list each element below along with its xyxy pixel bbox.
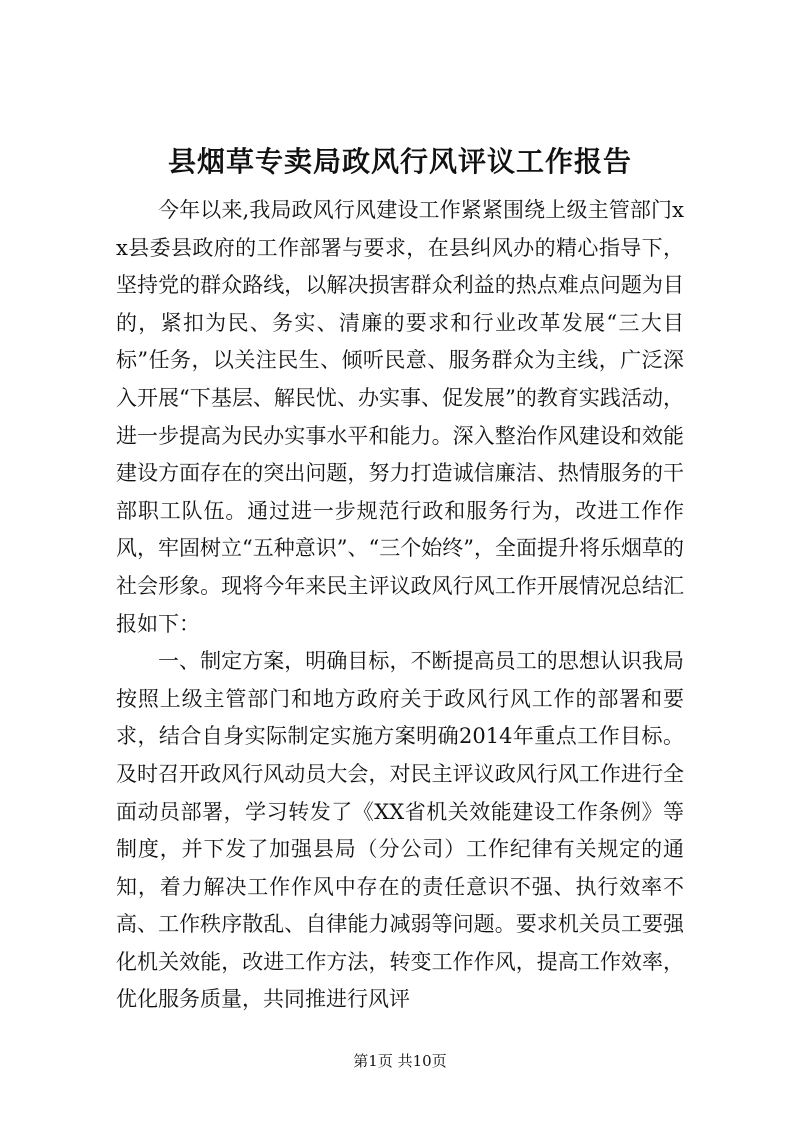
page-number-footer: 第1页 共10页: [353, 1052, 447, 1070]
document-title: 县烟草专卖局政风行风评议工作报告: [167, 145, 632, 178]
document-body: [116, 192, 684, 1019]
paragraph-section-1: 一、制定方案，明确目标，不断提高员工的思想认识我局按照上级主管部门和地方政府关于政风行风工作的部署和要求，结合自身实际制定实施方案明确2014年重点工作目标。及时召开政风行风动员大会，对民主评议政风行风工作进行全面动员部署，学习转发了《XX省机关效能建设工作条例》等制度，并下发了加强县局（分公司）工作纪律有关规定的通知，着力解决工作作风中存在的责任意识不强、执行效率不高、工作秩序散乱、自律能力减弱等问题。要求机关员工要强化机关效能，改进工作方法，转变工作作风，提高工作效率，优化服务质量，共同推进行风评: [116, 649, 684, 1012]
paragraph-intro: 今年以来,我局政风行风建设工作紧紧围绕上级主管部门xx县委县政府的工作部署与要求，在县纠风办的精心指导下，坚持党的群众路线，以解决损害群众利益的热点难点问题为目的，紧扣为民、务实、清廉的要求和行业改革发展“三大目标”任务，以关注民生、倾听民意、服务群众为主线，广泛深入开展“下基层、解民忧、办实事、促发展”的教育实践活动，进一步提高为民办实事水平和能力。深入整治作风建设和效能建设方面存在的突出问题，努力打造诚信廉洁、热情服务的干部职工队伍。通过进一步规范行政和服务行为，改进工作作风，牢固树立“五种意识”、“三个始终”，全面提升将乐烟草的社会形象。现将今年来民主评议政风行风工作开展情况总结汇报如下：: [116, 198, 684, 636]
